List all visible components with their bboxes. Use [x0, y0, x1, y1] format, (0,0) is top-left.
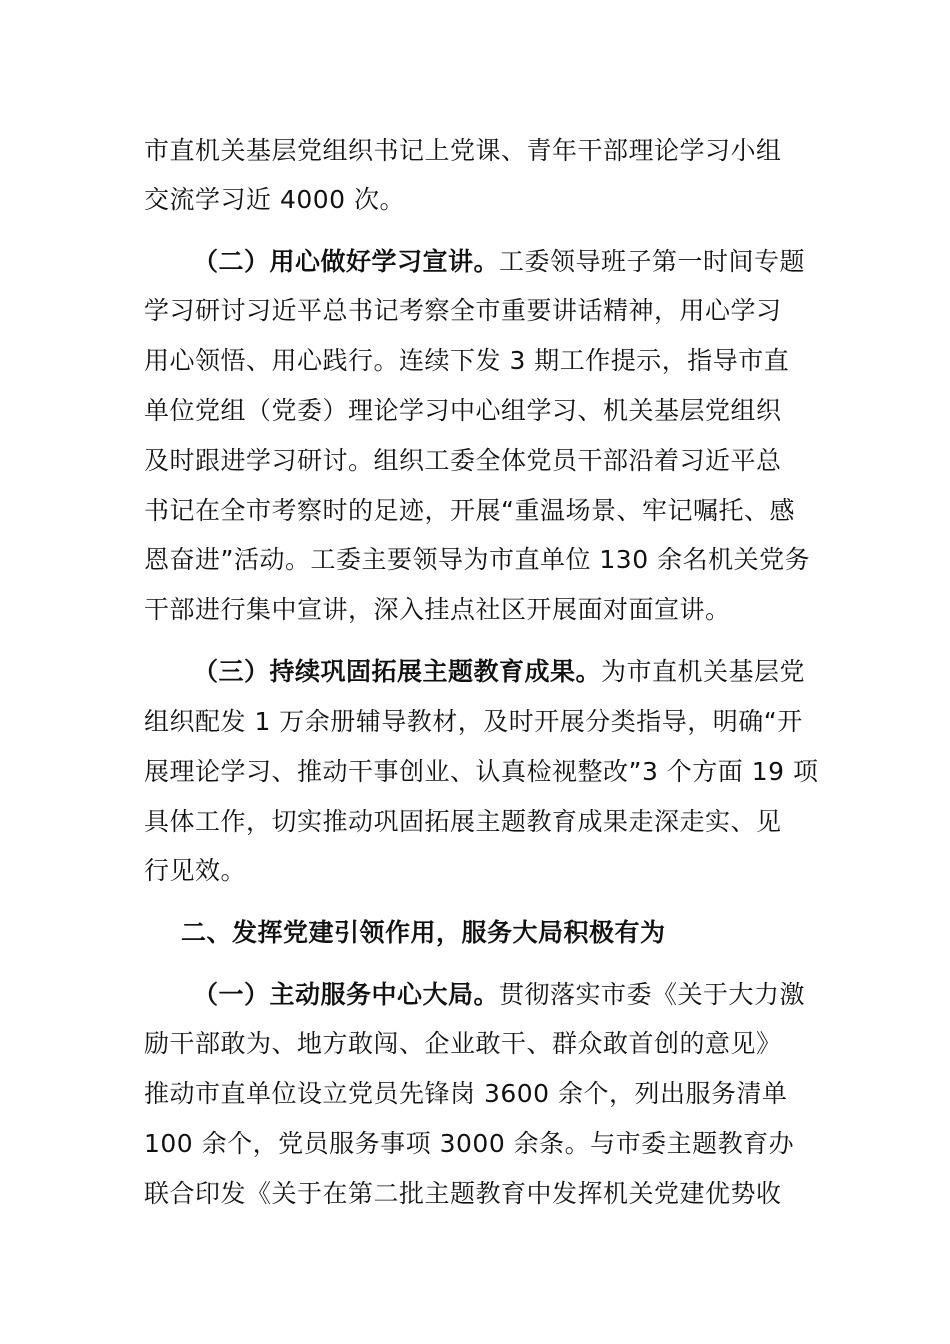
section-paragraph-start: （二）用心做好学习宣讲。工委领导班子第一时间专题 [193, 247, 806, 276]
text-line: 用心领悟、用心践行。连续下发 3 期工作提示，指导市直 [144, 346, 790, 375]
subsection-heading: （三）持续巩固拓展主题教育成果。 [193, 657, 602, 686]
section-paragraph-start: （三）持续巩固拓展主题教育成果。为市直机关基层党 [193, 657, 806, 686]
text-line: 行见效。 [144, 856, 247, 885]
text-line: 单位党组（党委）理论学习中心组学习、机关基层党组织 [144, 396, 782, 425]
text-line: 组织配发 1 万余册辅导教材，及时开展分类指导，明确“开 [144, 707, 803, 736]
text-line: 市直机关基层党组织书记上党课、青年干部理论学习小组 [144, 136, 782, 165]
text-line: 干部进行集中宣讲，深入挂点社区开展面对面宣讲。 [144, 595, 731, 624]
text-line: 100 余个，党员服务事项 3000 余条。与市委主题教育办 [144, 1129, 795, 1158]
subsection-heading: （二）用心做好学习宣讲。 [193, 247, 500, 276]
text-line: 交流学习近 4000 次。 [144, 185, 406, 214]
text-line: 推动市直单位设立党员先锋岗 3600 余个，列出服务清单 [144, 1079, 788, 1108]
text-line: 展理论学习、推动干事创业、认真检视整改”3 个方面 19 项 [144, 757, 819, 786]
section-heading: 二、发挥党建引领作用，服务大局积极有为 [181, 918, 666, 947]
subsection-heading: （一）主动服务中心大局。 [193, 980, 500, 1009]
text-line: 及时跟进学习研讨。组织工委全体党员干部沿着习近平总 [144, 446, 782, 475]
text-line: 书记在全市考察时的足迹，开展“重温场景、牢记嘱托、感 [144, 496, 795, 525]
text-line: 具体工作，切实推动巩固拓展主题教育成果走深走实、见 [144, 807, 782, 836]
text-line: 恩奋进”活动。工委主要领导为市直单位 130 余名机关党务 [144, 545, 811, 574]
text-line: 励干部敢为、地方敢闯、企业敢干、群众敢首创的意见》 [144, 1029, 782, 1058]
section-paragraph-start: （一）主动服务中心大局。贯彻落实市委《关于大力激 [193, 980, 806, 1009]
text-line: 学习研讨习近平总书记考察全市重要讲话精神，用心学习 [144, 296, 782, 325]
text-line: 联合印发《关于在第二批主题教育中发挥机关党建优势收 [144, 1179, 782, 1208]
